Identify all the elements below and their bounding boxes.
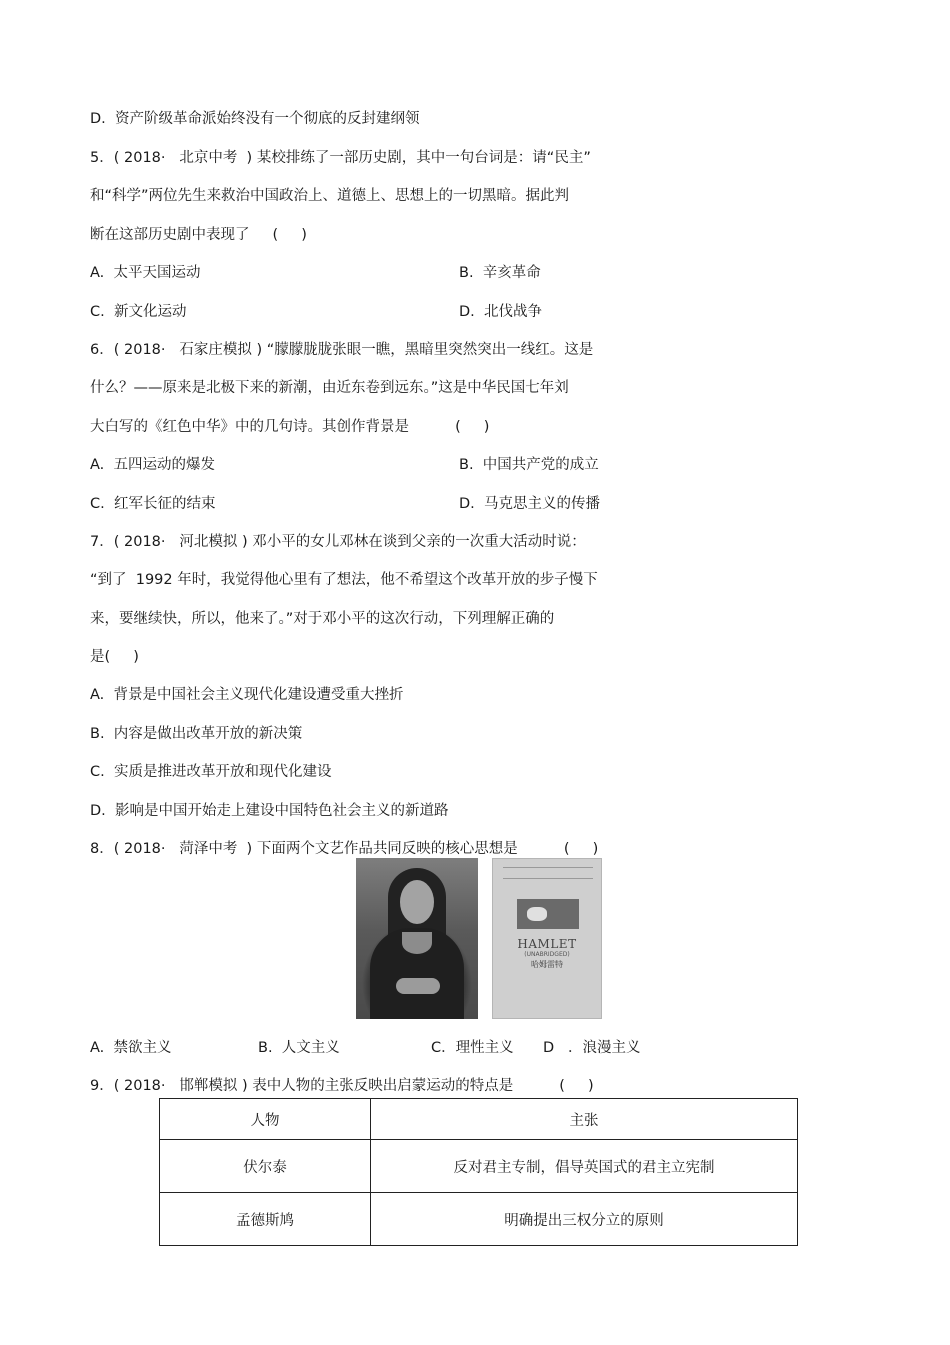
q6-stem-line-2: 什么？——原来是北极下来的新潮，由近东卷到远东。”这是中华民国七年刘 [90, 380, 569, 396]
table-header-idea: 主张 [371, 1099, 798, 1140]
table-header-row [160, 1099, 798, 1140]
q7-stem-line-1: 7．( 2018· 河北模拟 ) 邓小平的女儿邓林在谈到父亲的一次重大活动时说： [90, 534, 586, 550]
q7-option-b: B. 内容是做出改革开放的新决策 [90, 726, 303, 742]
table-cell-idea: 反对君主专制，倡导英国式的君主立宪制 [371, 1140, 798, 1193]
q8-option-c: C．理性主义 [431, 1040, 514, 1056]
q5-option-c: C. 新文化运动 [90, 304, 187, 320]
enlightenment-table [159, 1098, 798, 1246]
q6-option-d: D. 马克思主义的传播 [459, 496, 600, 512]
table-cell-idea: 明确提出三权分立的原则 [371, 1193, 798, 1246]
mona-lisa-image [356, 858, 478, 1019]
book-title: HAMLET [517, 937, 577, 951]
q8-option-d: D ．浪漫主义 [543, 1040, 641, 1056]
q6-option-b: B. 中国共产党的成立 [459, 457, 599, 473]
table-cell-person: 孟德斯鸠 [160, 1193, 371, 1246]
q5-option-a: A. 太平天国运动 [90, 265, 201, 281]
q6-stem-line-3: 大白写的《红色中华》中的几句诗。其创作背景是 ( ) [90, 419, 490, 435]
q7-option-d: D. 影响是中国开始走上建设中国特色社会主义的新道路 [90, 803, 449, 819]
book-cn-title: 哈姆雷特 [531, 960, 563, 969]
q8-option-b: B. 人文主义 [258, 1040, 340, 1056]
q7-stem-line-4: 是( ) [90, 649, 139, 665]
table-header-person: 人物 [160, 1099, 371, 1140]
q4-option-d: D. 资产阶级革命派始终没有一个彻底的反封建纲领 [90, 111, 420, 127]
q7-stem-line-3: 来，要继续快，所以，他来了。”对于邓小平的这次行动，下列理解正确的 [90, 611, 555, 627]
q8-stem: 8．( 2018· 菏泽中考 ) 下面两个文艺作品共同反映的核心思想是 ( ) [90, 841, 599, 857]
q9-stem: 9．( 2018· 邯郸模拟 ) 表中人物的主张反映出启蒙运动的特点是 ( ) [90, 1078, 594, 1094]
table-row [160, 1193, 798, 1246]
q5-stem-line-3: 断在这部历史剧中表现了 ( ) [90, 227, 307, 243]
q6-option-c: C. 红军长征的结束 [90, 496, 216, 512]
q5-stem-line-1: 5．( 2018· 北京中考 ) 某校排练了一部历史剧，其中一句台词是：请“民主” [90, 150, 591, 166]
q8-option-a: A. 禁欲主义 [90, 1040, 172, 1056]
q7-stem-line-2: “到了 1992 年时，我觉得他心里有了想法，他不希望这个改革开放的步子慢下 [90, 572, 598, 588]
table-cell-person: 伏尔泰 [160, 1140, 371, 1193]
hamlet-book-cover-image [492, 858, 602, 1019]
q6-stem-line-1: 6．( 2018· 石家庄模拟 ) “朦朦胧胧张眼一瞧，黑暗里突然突出一线红。这是 [90, 342, 594, 358]
q6-option-a: A. 五四运动的爆发 [90, 457, 215, 473]
q5-stem-line-2: 和“科学”两位先生来救治中国政治上、道德上、思想上的一切黑暗。据此判 [90, 188, 570, 204]
table-row [160, 1140, 798, 1193]
q7-option-c: C. 实质是推进改革开放和现代化建设 [90, 764, 332, 780]
book-subtitle: (UNABRIDGED) [524, 951, 570, 958]
q5-option-d: D. 北伐战争 [459, 304, 542, 320]
q7-option-a: A. 背景是中国社会主义现代化建设遭受重大挫折 [90, 687, 404, 703]
q5-option-b: B. 辛亥革命 [459, 265, 541, 281]
